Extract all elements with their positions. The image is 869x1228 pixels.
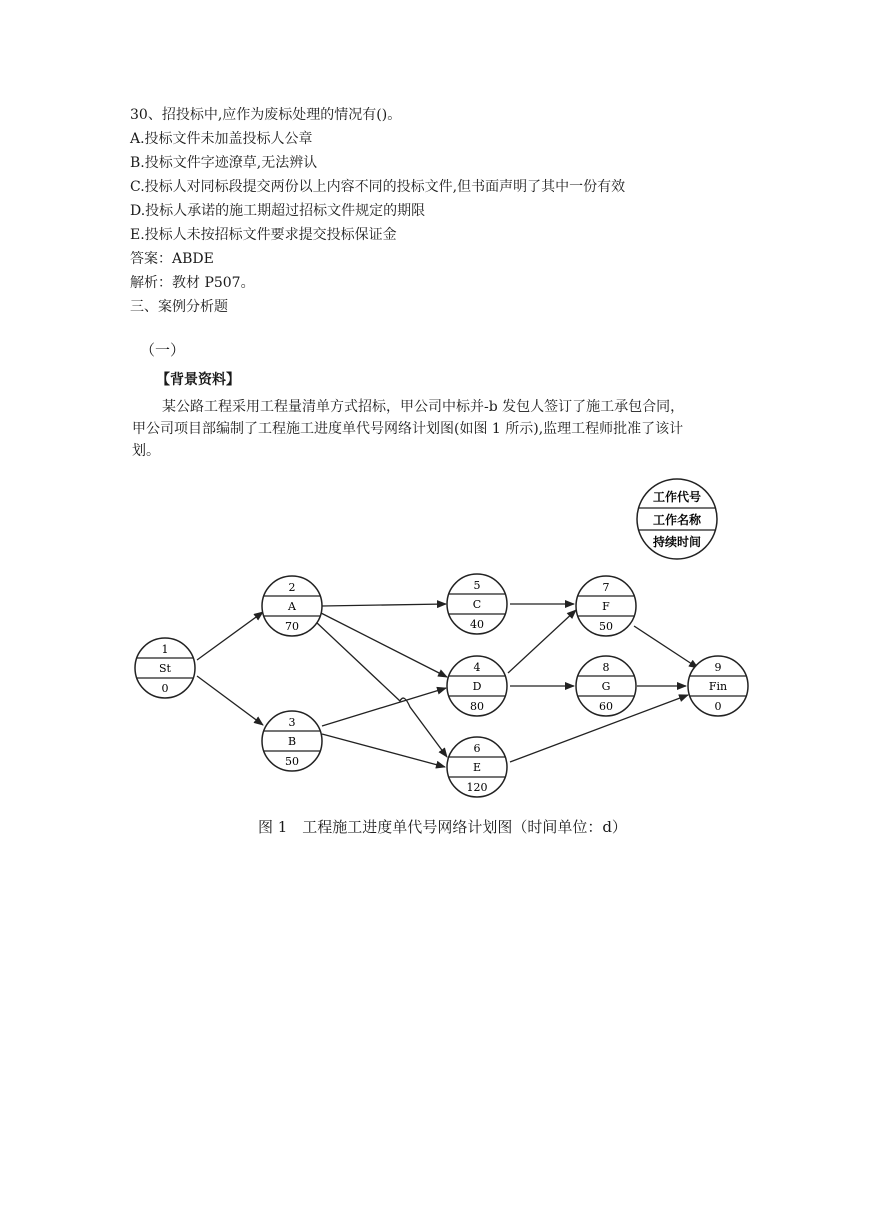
paragraph-line-1: 某公路工程采用工程量清单方式招标，甲公司中标并-b 发包人签订了施工承包合同， [162,399,685,415]
option-c: C.投标人对同标段提交两份以上内容不同的投标文件,但书面声明了其中一份有效 [130,179,626,195]
figure-caption: 图 1 工程施工进度单代号网络计划图（时间单位：d） [258,818,627,836]
node-code: 3 [288,716,296,729]
node-code: 1 [161,643,169,656]
paragraph-line-3: 划。 [132,443,160,459]
legend-duration-label: 持续时间 [652,535,702,549]
node-duration: 120 [466,781,488,794]
node-duration: 0 [161,682,169,695]
node-name: B [287,735,297,748]
node-4 [447,656,507,716]
network-diagram [120,470,760,810]
option-a: A.投标文件未加盖投标人公章 [130,131,313,147]
node-7 [576,576,636,636]
legend-code-label: 工作代号 [652,490,702,504]
node-code: 7 [602,581,610,594]
node-duration: 50 [285,755,299,768]
node-8 [576,656,636,716]
case-number: （一） [140,341,186,359]
option-e: E.投标人未按招标文件要求提交投标保证金 [130,227,397,243]
node-duration: 40 [470,618,484,631]
answer: 答案：ABDE [130,251,214,267]
arrow-3-6 [322,734,445,767]
node-name: St [159,662,171,675]
node-duration: 80 [470,700,484,713]
node-code: 5 [473,579,481,592]
node-code: 2 [288,581,296,594]
node-3 [262,711,322,771]
node-code: 8 [602,661,610,674]
node-name: Fin [708,680,728,693]
node-duration: 50 [599,620,613,633]
node-name: A [288,600,296,613]
arrow-7-9 [634,626,698,668]
arrow-3-4 [322,688,446,726]
node-code: 4 [473,661,481,674]
option-b: B.投标文件字迹潦草,无法辨认 [130,155,318,171]
node-2 [262,576,322,636]
node-duration: 70 [285,620,299,633]
section-heading: 三、案例分析题 [130,299,228,315]
arrow-1-3 [197,676,263,725]
node-name: C [472,598,482,611]
legend-node [637,479,717,559]
node-code: 9 [714,661,722,674]
arrow-1-2 [197,612,263,660]
node-code: 6 [473,742,481,755]
analysis: 解析：教材 P507。 [130,275,255,291]
node-name: G [601,680,611,693]
node-duration: 0 [714,700,722,713]
node-6 [447,737,507,797]
node-9 [688,656,748,716]
option-d: D.投标人承诺的施工期超过招标文件规定的期限 [130,203,426,219]
background-title: 【背景资料】 [156,372,240,388]
paragraph-line-2: 甲公司项目部编制了工程施工进度单代号网络计划图(如图 1 所示),监理工程师批准了该计 [132,421,684,437]
node-5 [447,574,507,634]
node-name: D [472,680,482,693]
arrow-2-6 [316,622,447,757]
legend-name-label: 工作名称 [652,513,702,527]
node-name: F [602,600,610,613]
arrow-4-7 [508,610,576,673]
question-stem: 30、招投标中,应作为废标处理的情况有()。 [130,107,402,123]
arrow-2-5 [322,604,446,606]
node-duration: 60 [599,700,613,713]
node-name: E [472,761,482,774]
node-1 [135,638,195,698]
